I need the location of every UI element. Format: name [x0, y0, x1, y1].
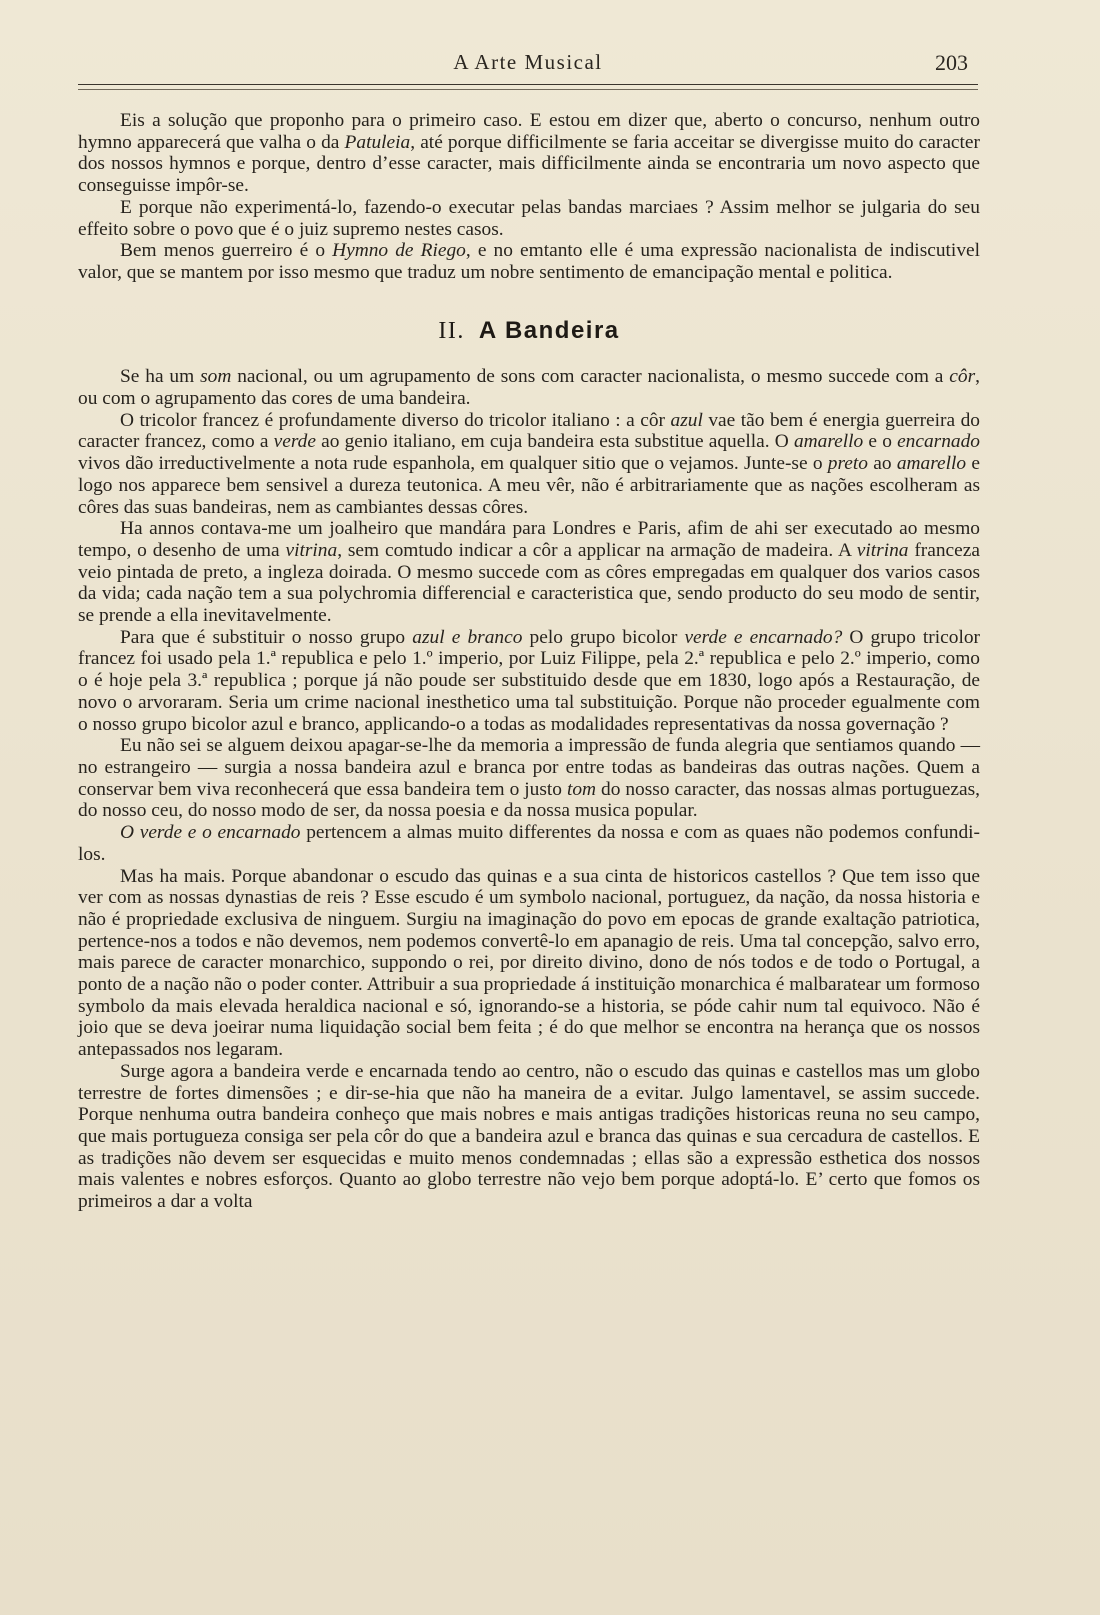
paragraph — [78, 735, 980, 822]
paragraph-text: pertencem a almas muito differentes da nossa e com as quaes não podemos confundi-los. — [78, 822, 980, 865]
paragraph — [78, 366, 980, 409]
paragraph-text: nacional, ou um agrupamento de sons com caracter nacionalista, o mesmo succede com a — [231, 366, 950, 388]
paragraph — [78, 822, 980, 865]
italic-text: amarello — [793, 431, 864, 453]
section-paragraphs — [78, 366, 980, 1212]
italic-text: azul e branco — [412, 626, 523, 648]
paragraph-text: , até porque difficilmente se faria acceitar se divergisse muito do caracter dos nossos hymnos e porque, dentro d’esse caracter, mais difficilmente ainda se encontraria um novo aspecto que conseguisse impôr-se. — [78, 131, 980, 197]
paragraph-text: Mas ha mais. Porque abandonar o escudo das quinas e a sua cinta de historicos castellos ? Que tem isso que ver com as nossas dynastias de reis ? Esse escudo é um symbolo nacional, portuguez, da nação, da nossa historia e não é propriedade exclusiva de ninguem. Surgiu na imaginação do povo em epocas de grande exaltação patriotica, pertence-nos a todos e não devemos, nem podemos convertê-lo em apanagio de reis. Uma tal concepção, salvo erro, mais parece de caracter monarchico, suppondo o rei, por direito divino, dono de nós todos e de todo o Portugal, a ponto de a nação não o poder conter. Attribuir a sua propriedade á instituição monarchica é malbaratear um formoso symbolo da mais elevada heraldica nacional e só, ignorando-se a historia, se póde cahir num tal equivoco. Não é joio que se deva joeirar numa liquidação social bem feita ; é do que melhor se encontra na herança que os nossos antepassados nos legaram. — [78, 865, 980, 1061]
paragraph-text: ao genio italiano, em cuja bandeira esta substitue aquella. O — [315, 431, 794, 453]
paragraph-text: vivos dão irreductivelmente a nota rude espanhola, em qualquer sitio que o vejamos. Junte-se o — [78, 453, 828, 475]
paragraph — [78, 1061, 980, 1213]
italic-text: preto — [827, 453, 868, 475]
italic-text: vitrina — [285, 539, 338, 561]
paragraph — [78, 866, 980, 1061]
paragraph-text: e logo nos apparece bem sensivel a dureza teutonica. A meu vêr, não é arbitrariamente que as nações escolheram as côres das suas bandeiras, nem as cambiantes dessas côres. — [78, 453, 980, 518]
italic-text: Hymno de Riego — [332, 240, 466, 262]
paragraph-text: e o — [863, 431, 898, 453]
paragraph-text: Eu não sei se alguem deixou apagar-se-lhe da memoria a impressão de funda alegria que sentiamos quando — no estrangeiro — surgia a nossa bandeira azul e branca por entre todas as bandeiras das outras nações. Quem a conservar bem viva reconhecerá que essa bandeira tem o justo — [78, 735, 980, 800]
section-heading — [78, 316, 980, 344]
paragraph-text: O grupo tricolor francez foi usado pela 1.ª republica e pelo 1.º imperio, por Luiz Filippe, pela 2.ª republica e pelo 2.º imperio, como o é hoje pela 3.ª republica ; porque já não poude ser substituido desde que em 1830, logo após a Restauração, de novo o arvoraram. Seria um crime nacional inesthetico uma tal substituição. Porque não proceder egualmente com o nosso grupo bicolor azul e branco, applicando-o a todas as modalidades representativas da nossa governação ? — [78, 626, 980, 735]
section-number: II. — [438, 317, 465, 344]
page-number: 203 — [935, 50, 968, 75]
header-rule — [78, 84, 978, 85]
italic-text: tom — [566, 778, 597, 800]
paragraph-text: O tricolor francez é profundamente diverso do tricolor italiano : a côr — [120, 409, 671, 431]
paragraph-text: , ou com o agrupamento das cores de uma bandeira. — [78, 366, 981, 410]
paragraph — [78, 197, 980, 240]
paragraph-text: Surge agora a bandeira verde e encarnada tendo ao centro, não o escudo das quinas e castellos mas um globo terrestre de fortes dimensões ; e dir-se-hia que não ha maneira de a evitar. Julgo lamentavel, se assim succede. Porque nenhuma outra bandeira conheço que mais nobres e mais antigas tradições historicas reuna no seu campo, que mais portugueza consiga ser pela côr do que a bandeira azul e branca das quinas e sua cercadura de castellos. E as tradições não devem ser esquecidas e muito menos condemnadas ; ellas são a expressão esthetica dos nossos mais valentes e nobres esforços. Quanto ao globo terrestre não vejo bem porque adoptá-lo. E’ certo que fomos os primeiros a dar a volta — [78, 1060, 980, 1213]
intro-paragraphs — [78, 110, 980, 284]
article-body — [78, 110, 980, 1213]
paragraph-text: franceza veio pintada de preto, a ingleza doirada. O mesmo succede com as côres empregadas em qualquer dos varios casos da vida; cada nação tem a sua polychromia differencial e caracteristica que, sendo producto do seu modo de sentir, se prende a ella inevitavelmente. — [78, 539, 980, 627]
paragraph — [78, 410, 980, 519]
paragraph-text: do nosso caracter, das nossas almas portuguezas, do nosso ceu, do nosso modo de ser, da nossa poesia e da nossa musica popular. — [78, 778, 980, 822]
italic-text: verde e encarnado? — [684, 626, 843, 648]
paragraph — [78, 627, 980, 736]
italic-text: côr — [949, 366, 976, 388]
running-head — [78, 46, 978, 76]
paragraph-text: Ha annos contava-me um joalheiro que mandára para Londres e Paris, afim de ahi ser executado ao mesmo tempo, o desenho de uma — [78, 518, 980, 561]
paragraph-text: pelo grupo bicolor — [522, 626, 685, 648]
paragraph-text: Se ha um — [120, 366, 201, 388]
paragraph-text: E porque não experimentá-lo, fazendo-o executar pelas bandas marciaes ? Assim melhor se julgaria do seu effeito sobre o povo que é o juiz supremo nestes casos. — [78, 196, 980, 240]
header-rule-thin — [78, 89, 978, 90]
italic-text: azul — [670, 409, 703, 431]
paragraph-text: , sem comtudo indicar a côr a applicar na armação de madeira. A — [337, 539, 857, 561]
paragraph-text: Para que é substituir o nosso grupo — [120, 626, 413, 648]
paragraph — [78, 518, 980, 627]
italic-text: O verde e o encarnado — [120, 822, 301, 844]
italic-text: vitrina — [856, 539, 909, 561]
paragraph — [78, 240, 980, 283]
italic-text: som — [200, 366, 232, 388]
section-title: A Bandeira — [478, 316, 620, 344]
paragraph-text: Eis a solução que proponho para o primeiro caso. E estou em dizer que, aberto o concurso, nenhum outro hymno apparecerá que valha o da — [78, 110, 980, 153]
italic-text: Patuleia — [344, 131, 411, 153]
paragraph — [78, 110, 980, 197]
paragraph-text: vae tão bem é energia guerreira do caracter francez, como a — [78, 409, 980, 453]
italic-text: encarnado — [897, 431, 980, 453]
paragraph-text: Bem menos guerreiro é o — [120, 240, 333, 262]
italic-text: amarello — [896, 453, 967, 475]
italic-text: verde — [273, 431, 316, 453]
paragraph-text: ao — [868, 453, 897, 475]
paragraph-text: , e no emtanto elle é uma expressão nacionalista de indiscutivel valor, que se mantem por isso mesmo que traduz um nobre sentimento de emancipação mental e politica. — [78, 240, 981, 283]
journal-title: A Arte Musical — [453, 50, 603, 74]
